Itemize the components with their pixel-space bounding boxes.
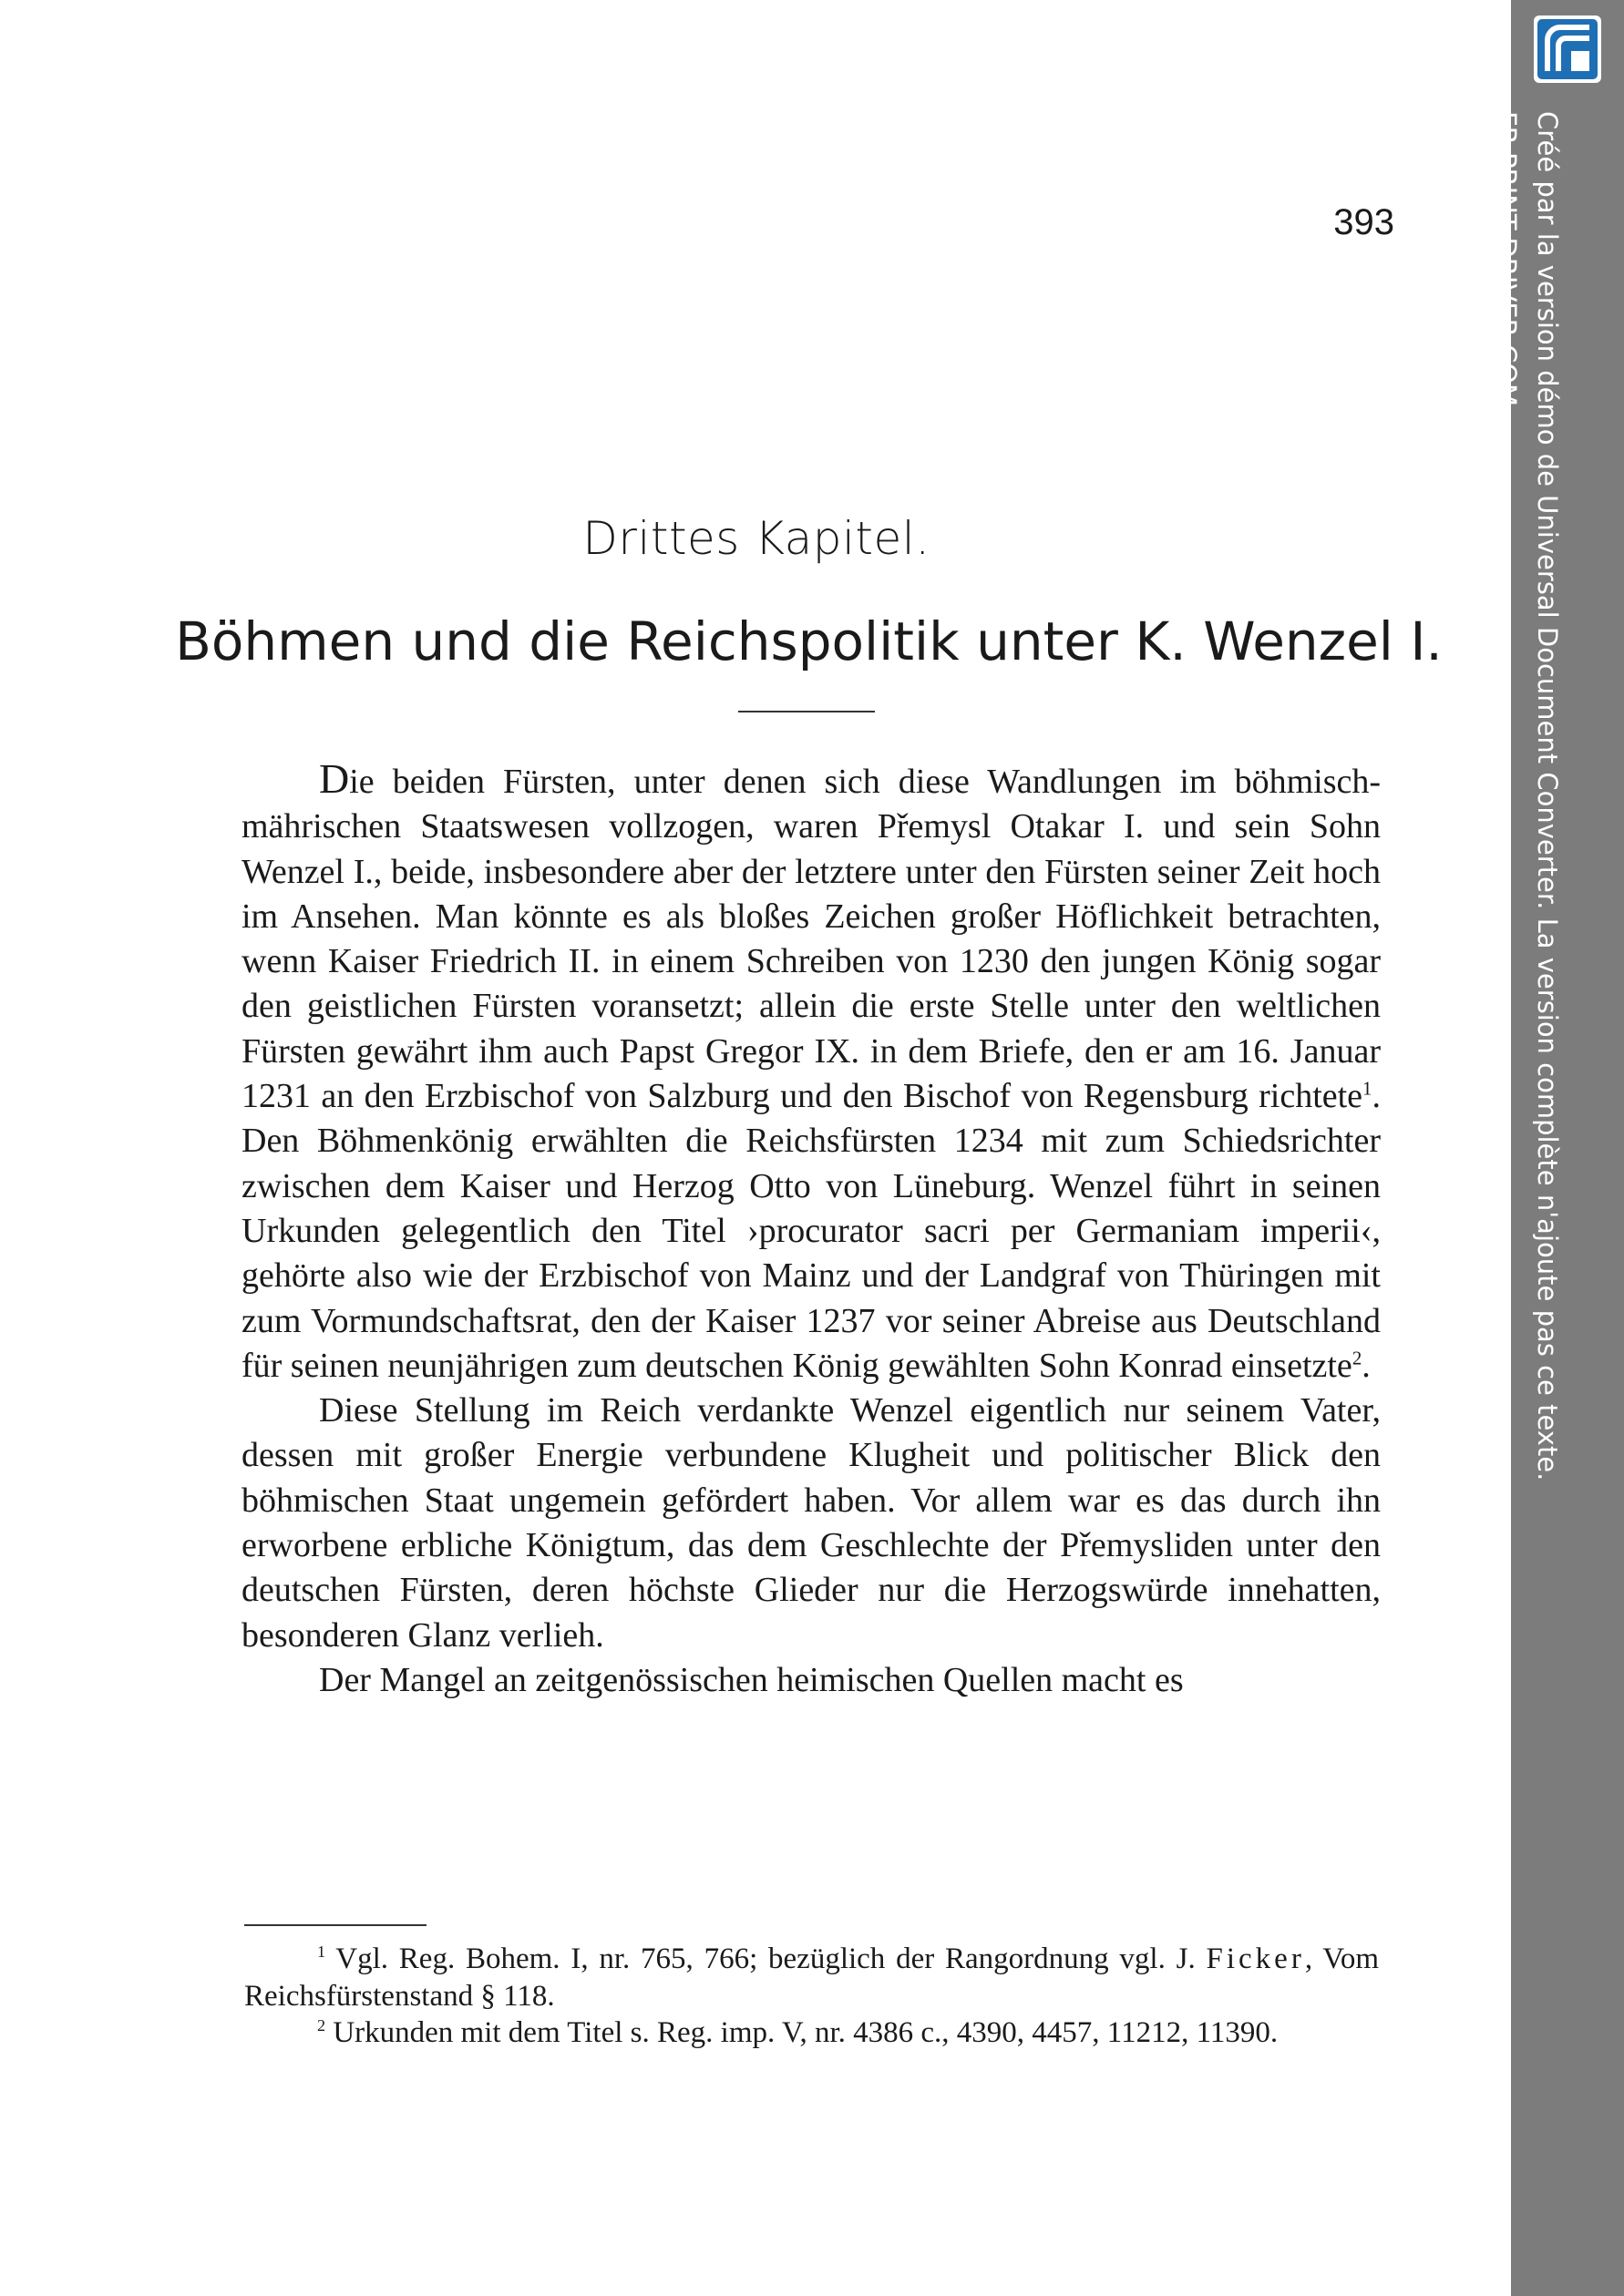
footnote-divider bbox=[244, 1924, 427, 1926]
watermark-line-1: Créé par la version démo de Universal Document Converter. La version complète n'ajoute pas ce texte. bbox=[1532, 111, 1563, 1481]
paragraph-1-text-3: . bbox=[1362, 1346, 1371, 1385]
footnote-mark-2: 2 bbox=[317, 2016, 326, 2035]
footnote-1-text-a: Vgl. Reg. Bohem. I, nr. 765, 766; bezüglich der Rangordnung vgl. J. bbox=[335, 1942, 1207, 1975]
body-text bbox=[242, 756, 1381, 1703]
paragraph-3: Der Mangel an zeitgenössischen heimischen Quellen macht es bbox=[319, 1660, 1184, 1699]
paragraph-2: Diese Stellung im Reich verdankte Wenzel eigentlich nur seinem Vater, dessen mit großer Energie verbundene Klugheit und politischer Blick den böhmischen Staat ungemein gefördert haben. Vor allem war es das durch ihn erworbene erbliche Königtum, das dem Geschlechte der Přemysliden unter den deutschen Fürsten, deren höchste Glieder nur die Herzogswürde innehatten, besonderen Glanz verlieh. bbox=[242, 1391, 1381, 1655]
paragraph-1-text: ie beiden Fürsten, unter denen sich diese Wandlungen im böhmisch-mährischen Staatswesen vollzogen, waren Přemysl Otakar I. und sein Sohn Wenzel I., beide, insbesondere aber der letztere unter den Fürsten seiner Zeit hoch im Ansehen. Man könnte es als bloßes Zeichen großer Höflichkeit betrachten, wenn Kaiser Friedrich II. in einem Schreiben von 1230 den jungen König sogar den geistlichen Fürsten voransetzt; allein die erste Stelle unter den weltlichen Fürsten gewährt ihm auch Papst Gregor IX. in dem Briefe, den er am 16. Januar 1231 an den Erzbischof von Salzburg und den Bischof von Regensburg richtete bbox=[242, 763, 1381, 1116]
paragraph-1 bbox=[242, 756, 1381, 1389]
footnote-mark-1: 1 bbox=[317, 1942, 326, 1961]
converter-logo-icon bbox=[1533, 15, 1602, 84]
title-divider bbox=[738, 711, 875, 712]
footnote-2-text: Urkunden mit dem Titel s. Reg. imp. V, nr. 4386 c., 4390, 4457, 11212, 11390. bbox=[333, 2016, 1279, 2049]
chapter-label: Drittes Kapitel. bbox=[582, 512, 930, 565]
footnote-1 bbox=[244, 1941, 1379, 2014]
watermark-text bbox=[1485, 111, 1567, 1481]
watermark-line-2: FR.PRINT-DRIVER.COM bbox=[1491, 111, 1522, 407]
paragraph-1-text-2: . Den Böhmenkönig erwählten die Reichsfürsten 1234 mit zum Schiedsrichter zwischen dem Kaiser und Herzog Otto von Lüneburg. Wenzel führt in seinen Urkunden gelegentlich den Titel ›procurator sacri per Germaniam imperii‹, gehörte also wie der Erzbischof von Mainz und der Landgraf von Thüringen mit zum Vormundschaftsrat, den der Kaiser 1237 vor seiner Abreise aus Deutschland für seinen neunjährigen zum deutschen König gewählten Sohn Konrad einsetzte bbox=[242, 1077, 1381, 1385]
footnote-1-author: Ficker bbox=[1206, 1942, 1305, 1975]
drop-letter: D bbox=[319, 755, 350, 802]
footnote-ref-1: 1 bbox=[1362, 1077, 1372, 1100]
chapter-title: Böhmen und die Reichspolitik unter K. Wenzel I. bbox=[175, 610, 1443, 672]
page-number: 393 bbox=[1333, 202, 1394, 242]
footnote-2 bbox=[244, 2014, 1379, 2052]
footnote-ref-2: 2 bbox=[1352, 1347, 1362, 1369]
footnotes bbox=[244, 1941, 1379, 2052]
footnote-1-text-b: , Vom Reichsfürstenstand § 118. bbox=[244, 1942, 1379, 2013]
